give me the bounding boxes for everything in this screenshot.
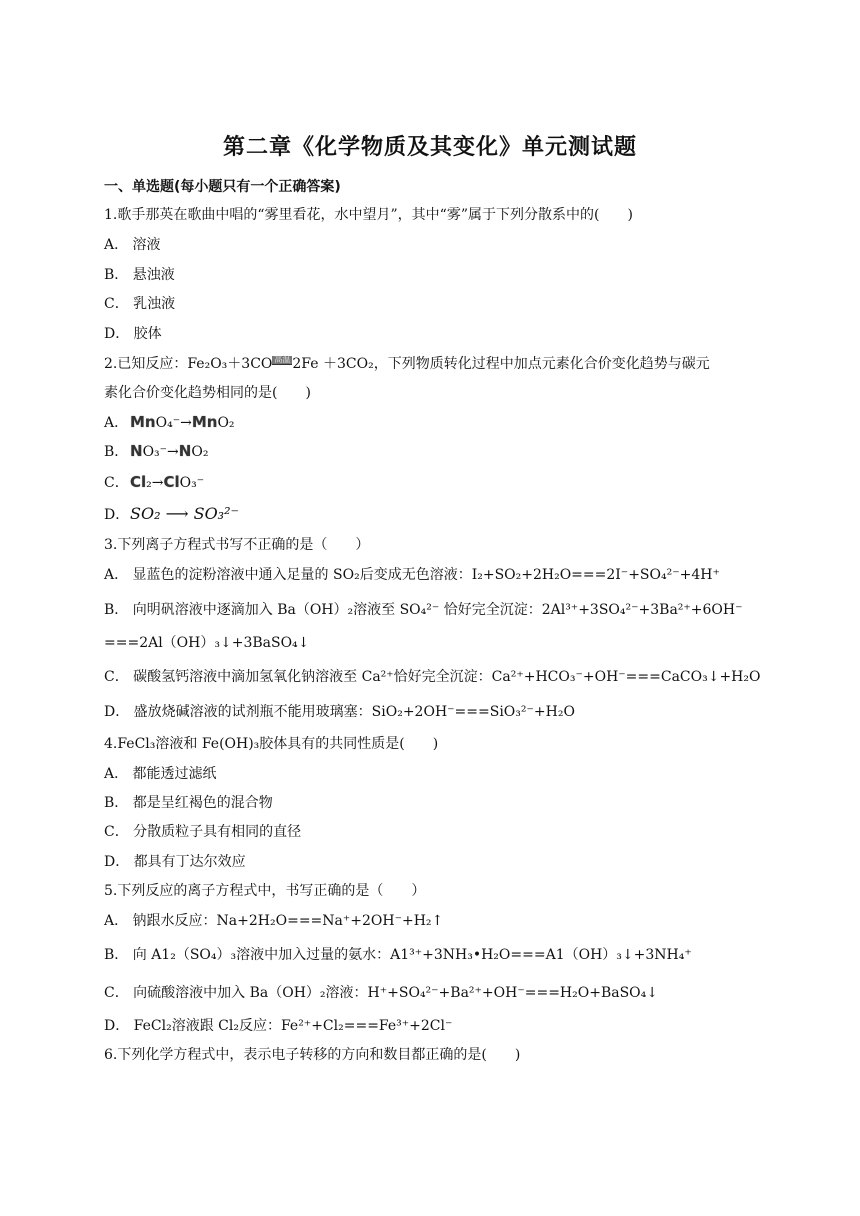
q2-option-c[interactable] <box>104 473 764 492</box>
q3-stem: 3.下列离子方程式书写不正确的是（ ） <box>104 537 370 553</box>
option-letter: A． <box>104 415 129 431</box>
page-title: 第二章《化学物质及其变化》单元测试题 <box>222 135 637 160</box>
dotted-element-cl: Cl <box>163 473 180 491</box>
option-letter: C． <box>104 475 129 491</box>
q5-option-a[interactable]: A． 钠跟水反应：Na+2H₂O===Na⁺+2OH⁻+H₂↑ <box>104 913 444 929</box>
q1-option-c[interactable]: C． 乳浊液 <box>104 296 176 312</box>
dotted-element-n: N <box>130 442 143 460</box>
q2-option-b[interactable] <box>104 442 764 461</box>
dotted-element-cl: Cl <box>130 473 147 491</box>
formula-part: ₂→ <box>146 475 164 491</box>
q3-option-a[interactable]: A． 显蓝色的淀粉溶液中通入足量的 SO₂后变成无色溶液：I₂+SO₂+2H₂O===2I⁻+SO₄²⁻+4H⁺ <box>104 567 720 583</box>
q5-option-d[interactable]: D． FeCl₂溶液跟 Cl₂反应：Fe²⁺+Cl₂===Fe³⁺+2Cl⁻ <box>104 1018 453 1034</box>
q3-option-c[interactable]: C． 碳酸氢钙溶液中滴加氢氧化钠溶液至 Ca²⁺恰好完全沉淀：Ca²⁺+HCO₃⁻+OH⁻===CaCO₃↓+H₂O <box>104 669 761 685</box>
q2-option-d[interactable] <box>104 505 764 524</box>
formula-part: O₂ <box>191 444 209 460</box>
q4-stem: 4.FeCl₃溶液和 Fe(OH)₃胶体具有的共同性质是( ) <box>104 736 439 752</box>
q5-stem: 5.下列反应的离子方程式中，书写正确的是（ ） <box>104 883 426 899</box>
q1-option-a[interactable]: A． 溶液 <box>104 237 161 253</box>
q4-option-b[interactable]: B． 都是呈红褐色的混合物 <box>104 795 273 811</box>
q1-option-d[interactable]: D． 胶体 <box>104 326 162 342</box>
q5-option-c[interactable]: C． 向硫酸溶液中加入 Ba（OH）₂溶液：H⁺+SO₄²⁻+Ba²⁺+OH⁻===H₂O+BaSO₄↓ <box>104 985 658 1001</box>
dotted-element-mn: Mn <box>191 413 218 431</box>
option-letter: B． <box>104 444 129 460</box>
q4-option-c[interactable]: C． 分散质粒子具有相同的直径 <box>104 824 302 840</box>
formula-expression: SO₂ ⟶ SO₃²⁻ <box>130 504 239 523</box>
q2-stem-part2: 2Fe ＋3CO₂，下列物质转化过程中加点元素化合价变化趋势与碳元 <box>292 356 710 372</box>
q3-option-b-line1[interactable]: B． 向明矾溶液中逐滴加入 Ba（OH）₂溶液至 SO₄²⁻ 恰好完全沉淀：2Al³⁺+3SO₄²⁻+3Ba²⁺+6OH⁻ <box>104 602 743 618</box>
q1-option-b[interactable]: B． 悬浊液 <box>104 267 175 283</box>
section-heading: 一、单选题(每小题只有一个正确答案) <box>104 179 341 195</box>
formula-part: O₂ <box>217 415 235 431</box>
q4-option-d[interactable]: D． 都具有丁达尔效应 <box>104 854 246 870</box>
dotted-element-n: N <box>178 442 192 460</box>
q6-stem: 6.下列化学方程式中，表示电子转移的方向和数目都正确的是( ) <box>104 1047 521 1063</box>
formula-part: O₃⁻→ <box>142 444 179 460</box>
option-letter: D． <box>104 507 130 523</box>
q4-option-a[interactable]: A． 都能透过滤纸 <box>104 766 217 782</box>
formula-part: O₃⁻ <box>179 475 205 491</box>
q3-option-b-line2[interactable]: ===2Al（OH）₃↓+3BaSO₄↓ <box>104 635 310 651</box>
reaction-condition: 高温 <box>274 355 291 364</box>
formula-part: O₄⁻→ <box>155 415 192 431</box>
q2-stem-part1: 2.已知反应：Fe₂O₃＋3CO <box>104 356 273 372</box>
q3-option-d[interactable]: D． 盛放烧碱溶液的试剂瓶不能用玻璃塞：SiO₂+2OH⁻===SiO₃²⁻+H₂O <box>104 704 575 720</box>
q1-stem: 1.歌手那英在歌曲中唱的“雾里看花，水中望月”，其中“雾”属于下列分散系中的( ) <box>104 207 633 223</box>
q2-option-a[interactable] <box>104 413 764 432</box>
q2-stem-line2: 素化合价变化趋势相同的是( ) <box>104 385 311 401</box>
dotted-element-mn: Mn <box>130 413 156 431</box>
q5-option-b[interactable]: B． 向 A1₂（SO₄）₃溶液中加入过量的氨水：A1³⁺+3NH₃•H₂O===A1（OH）₃↓+3NH₄⁺ <box>104 947 692 963</box>
q2-stem-line1 <box>104 355 764 373</box>
